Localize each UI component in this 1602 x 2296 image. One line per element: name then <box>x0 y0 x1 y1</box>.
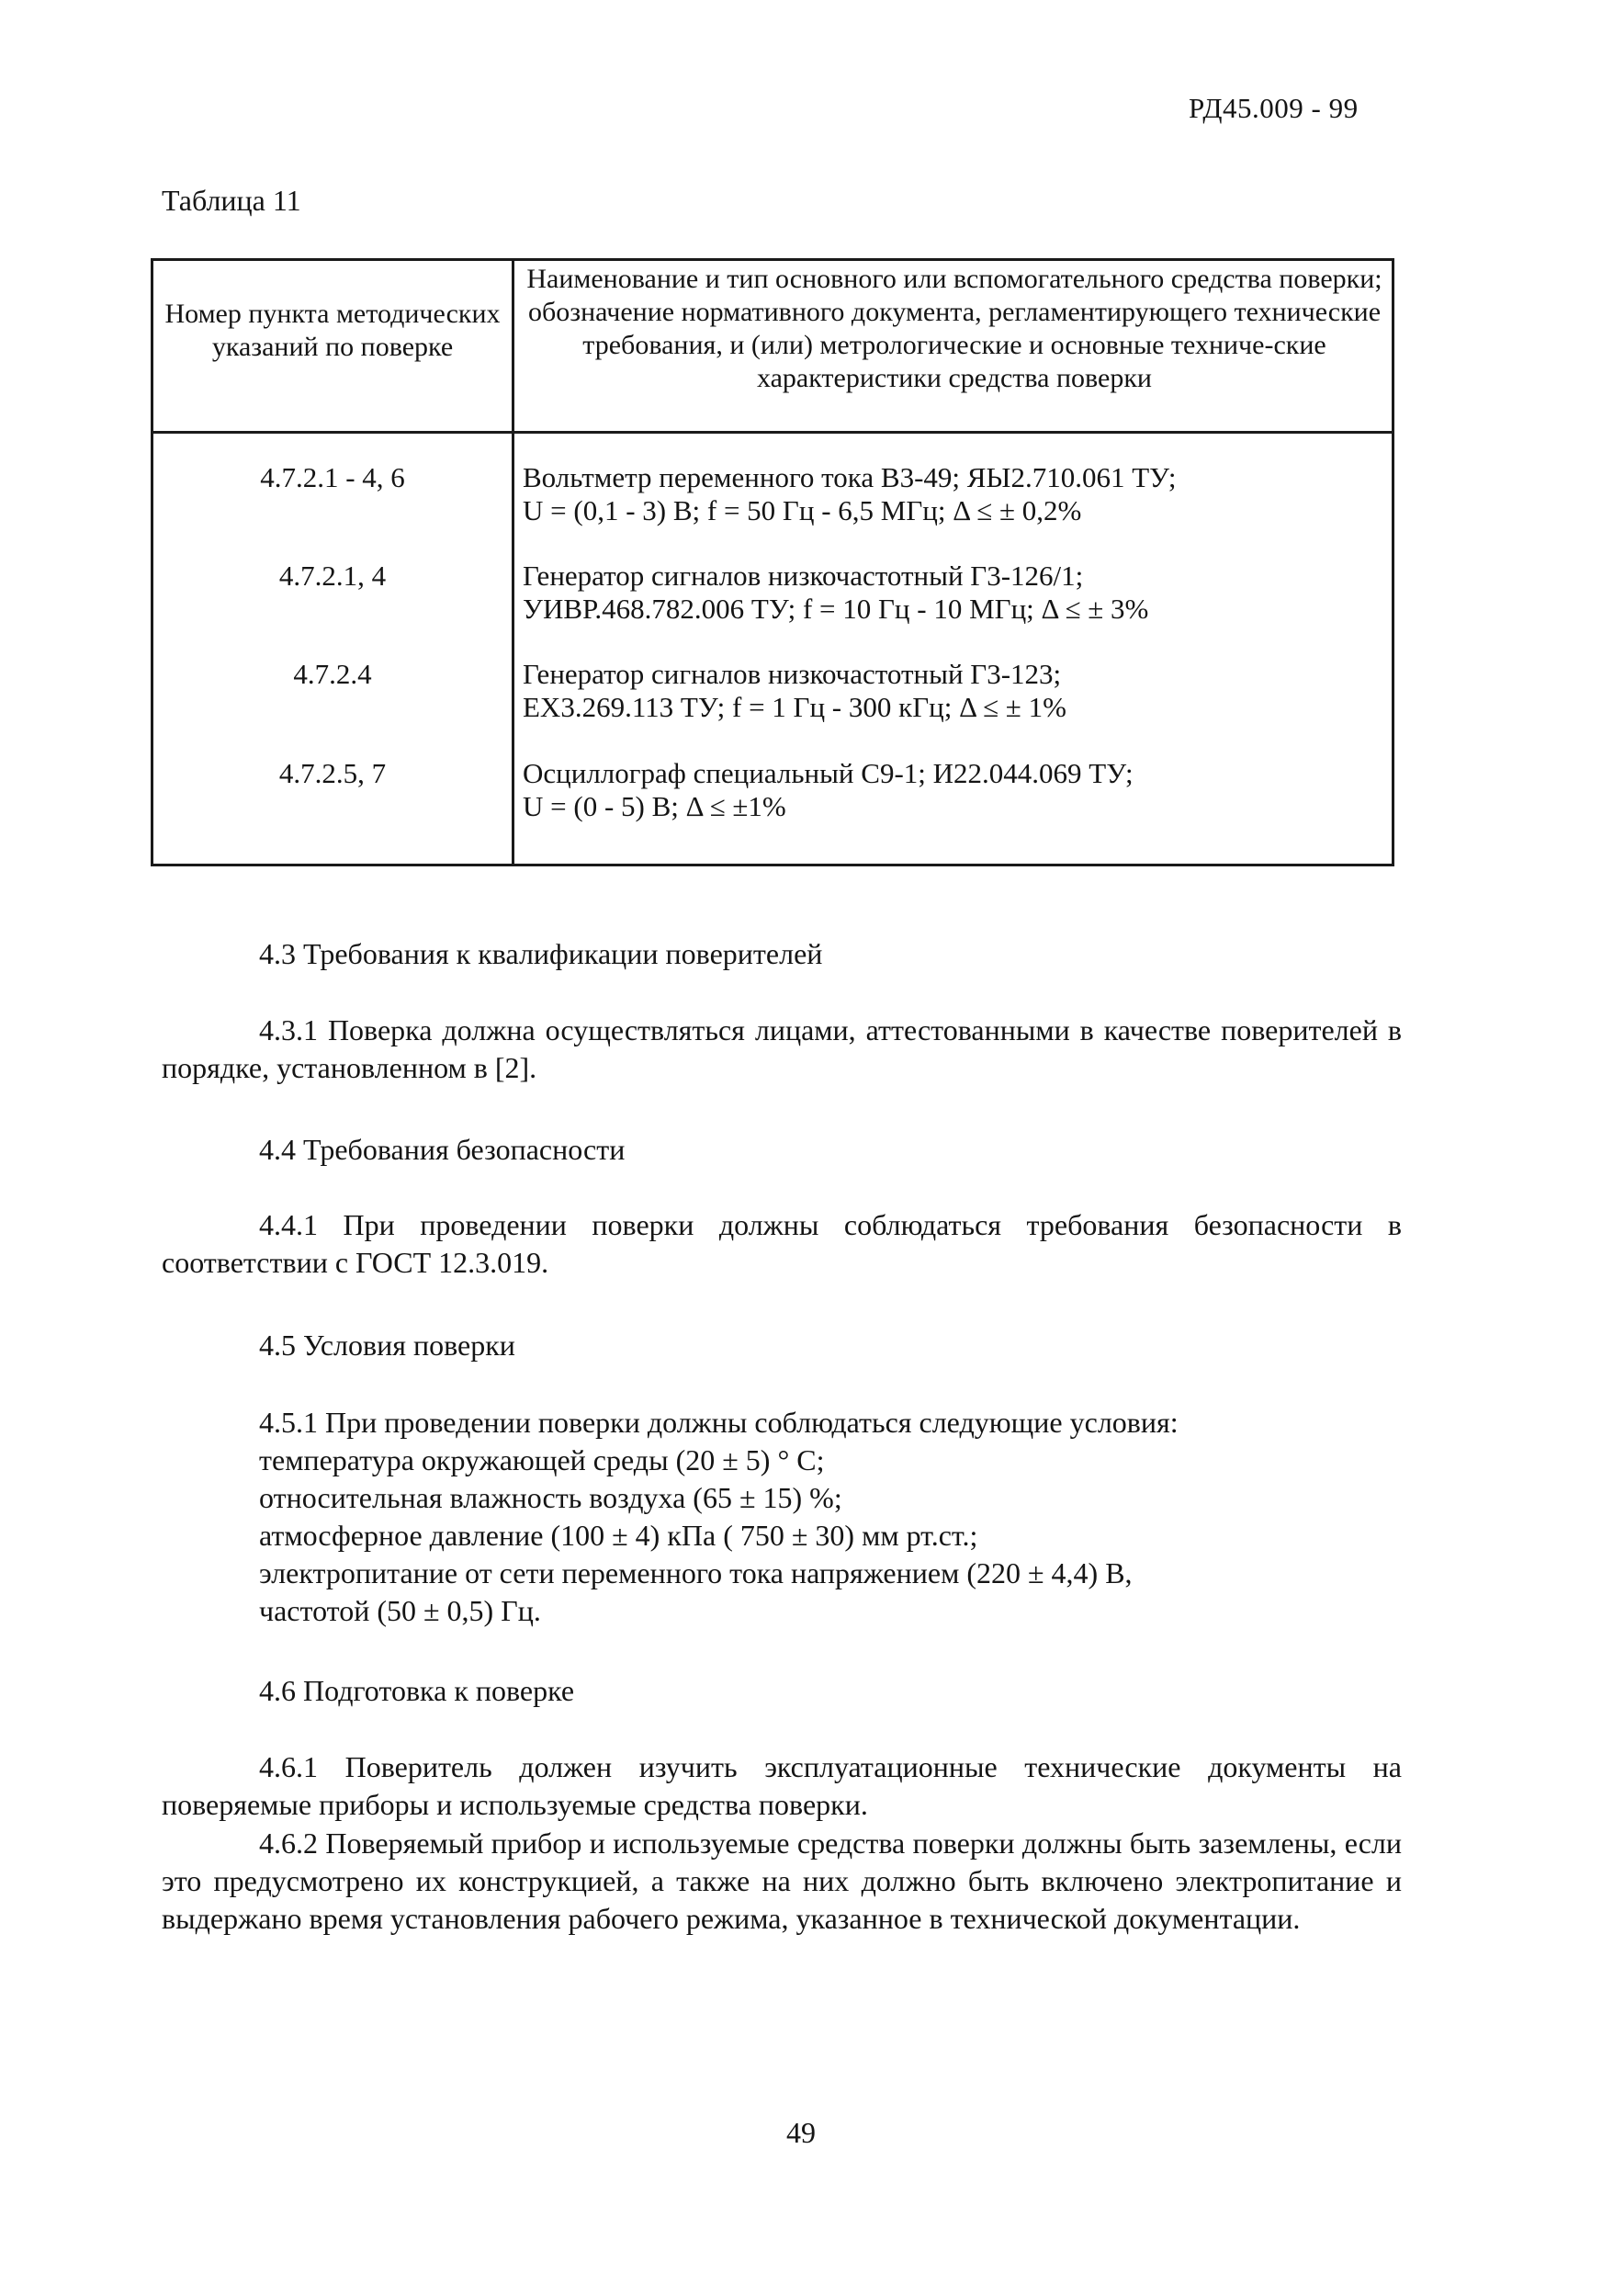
condition-item: электропитание от сети переменного тока напряжением (220 ± 4,4) В, <box>259 1556 1133 1589</box>
table-row-description <box>523 658 1386 724</box>
condition-item: атмосферное давление (100 ± 4) кПа ( 750 ± 30) мм рт.ст.; <box>259 1519 978 1552</box>
paragraph-text: 4.4.1 При проведении поверки должны соблюдаться требования безопасности в соответствии с ГОСТ 12.3.019. <box>162 1208 1402 1279</box>
table-row-description <box>523 461 1386 527</box>
paragraph-4-6-1 <box>162 1748 1402 1824</box>
section-heading-4-5: 4.5 Условия поверки <box>259 1329 515 1362</box>
section-heading-4-3: 4.3 Требования к квалификации поверителей <box>259 937 823 970</box>
paragraph-4-4-1 <box>162 1206 1402 1282</box>
paragraph-text: 4.6.2 Поверяемый прибор и используемые средства поверки должны быть заземлены, если это предусмотрено их конструкцией, а также на них должно быть включено электропитание и выдержано время установления рабочего режима, указанное в технической документации. <box>162 1827 1402 1935</box>
table-row-number: 4.7.2.1 - 4, 6 <box>260 461 405 493</box>
paragraph-text: 4.6.1 Поверитель должен изучить эксплуатационные технические документы на поверяемые приборы и используемые средства поверки. <box>162 1750 1402 1821</box>
page-number: 49 <box>786 2116 816 2149</box>
table-row-description <box>523 560 1386 626</box>
condition-item: относительная влажность воздуха (65 ± 15) %; <box>259 1481 842 1514</box>
paragraph-4-3-1 <box>162 1012 1402 1087</box>
section-heading-4-6: 4.6 Подготовка к поверке <box>259 1674 575 1707</box>
table-row-line: U = (0,1 - 3) В; f = 50 Гц - 6,5 МГц; Δ ≤ ± 0,2% <box>523 494 1082 526</box>
table-header-divider <box>153 431 1392 434</box>
table-row-number: 4.7.2.5, 7 <box>278 757 387 789</box>
table-header-equipment: Наименование и тип основного или вспомогательного средства поверки; обозначение нормативного документа, регламентирующего технические требования, и (или) метрологические и основные техниче-ские характеристики средства поверки <box>526 264 1382 393</box>
table-row-number: 4.7.2.1, 4 <box>278 560 387 592</box>
conditions-intro: 4.5.1 При проведении поверки должны соблюдаться следующие условия: <box>259 1406 1179 1439</box>
table-row-line: Генератор сигналов низкочастотный Г3-123; <box>523 658 1062 690</box>
table-row-line: ЕХ3.269.113 ТУ; f = 1 Гц - 300 кГц; Δ ≤ ± 1% <box>523 691 1066 723</box>
table-row-description <box>523 757 1386 823</box>
section-heading-4-4: 4.4 Требования безопасности <box>259 1133 626 1166</box>
table-row-number: 4.7.2.4 <box>293 658 372 690</box>
paragraph-text: 4.3.1 Поверка должна осуществляться лицами, аттестованными в качестве поверителей в порядке, установленном в [2]. <box>162 1013 1402 1084</box>
table-row-line: U = (0 - 5) В; Δ ≤ ±1% <box>523 790 786 822</box>
table-header-item-number: Номер пункта методических указаний по поверке <box>164 299 501 362</box>
table-row-line: Вольтметр переменного тока В3-49; ЯЫ2.710.061 ТУ; <box>523 461 1177 493</box>
condition-item: температура окружающей среды (20 ± 5) ° С; <box>259 1443 825 1476</box>
equipment-table <box>151 258 1394 866</box>
table-row-line: Осциллограф специальный С9-1; И22.044.069 ТУ; <box>523 757 1134 789</box>
table-row-line: Генератор сигналов низкочастотный Г3-126/1; <box>523 560 1084 592</box>
table-row-line: УИВР.468.782.006 ТУ; f = 10 Гц - 10 МГц; Δ ≤ ± 3% <box>523 593 1149 625</box>
condition-item: частотой (50 ± 0,5) Гц. <box>259 1594 541 1627</box>
table-caption: Таблица 11 <box>162 184 301 217</box>
conditions-list <box>259 1404 1179 1630</box>
paragraph-4-6-2 <box>162 1825 1402 1938</box>
document-code: РД45.009 - 99 <box>1189 92 1359 124</box>
